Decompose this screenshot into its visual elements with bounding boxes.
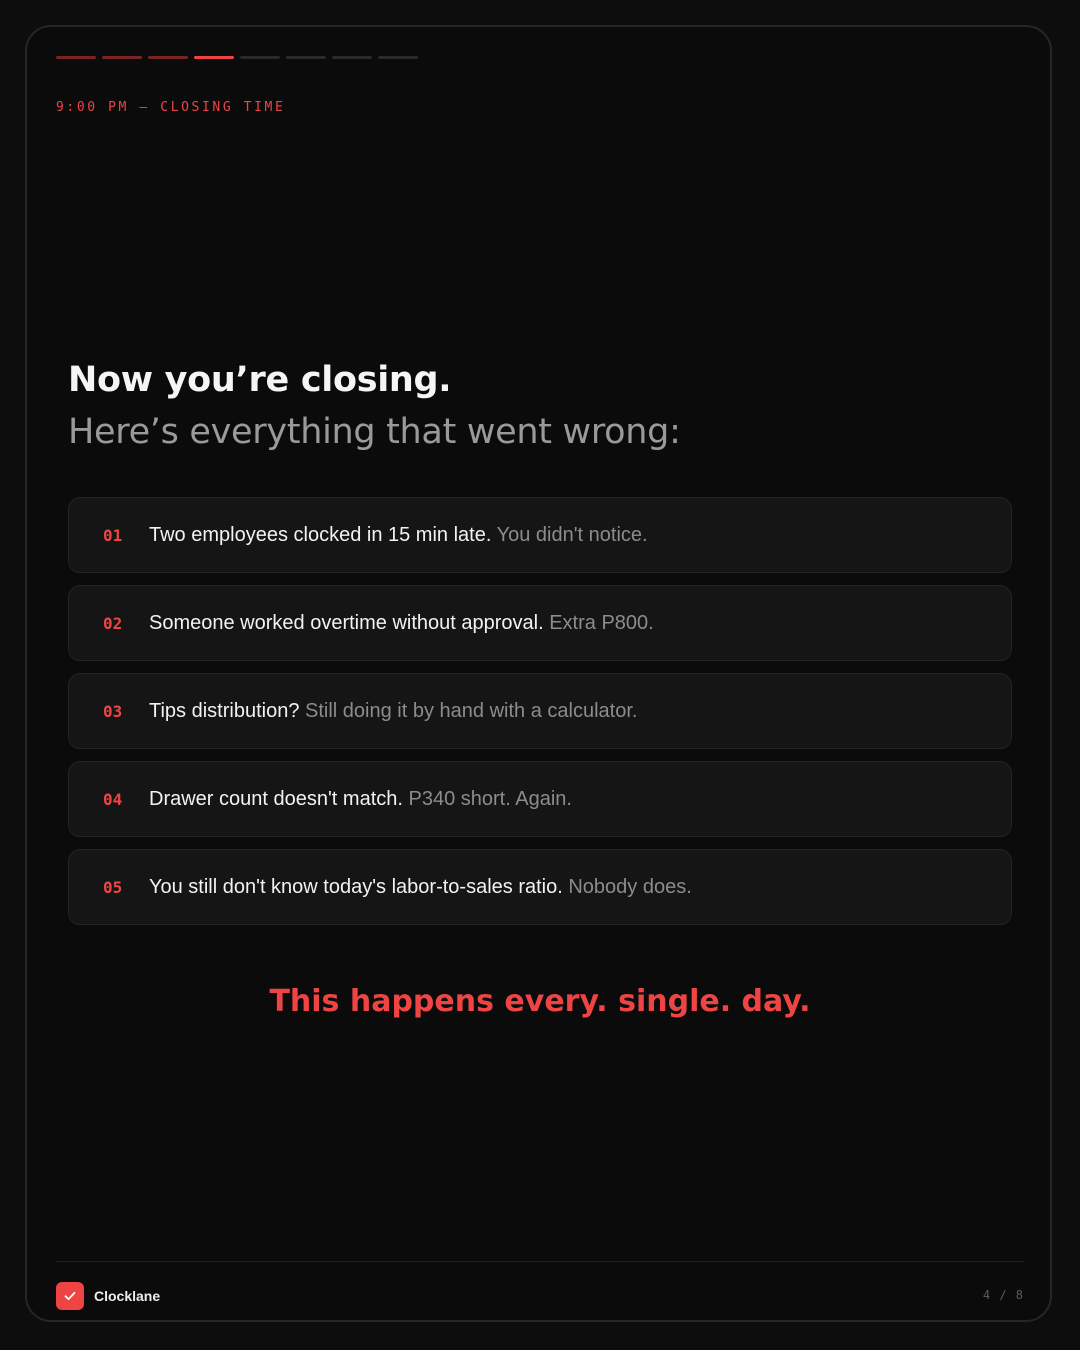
item-number: 03 bbox=[103, 701, 123, 721]
item-main-text: Drawer count doesn't match. bbox=[149, 787, 403, 810]
problem-list bbox=[68, 497, 1012, 925]
item-text bbox=[149, 612, 654, 635]
item-main-text: Tips distribution? bbox=[149, 699, 300, 722]
item-main-text: Two employees clocked in 15 min late. bbox=[149, 523, 492, 546]
progress-segment-current bbox=[194, 56, 234, 59]
eyebrow-label: 9:00 PM — CLOSING TIME bbox=[56, 100, 286, 115]
item-muted-text: You didn't notice. bbox=[496, 523, 648, 546]
progress-segment bbox=[332, 56, 372, 59]
progress-segment bbox=[240, 56, 280, 59]
item-muted-text: Extra P800. bbox=[549, 611, 654, 634]
item-main-text: Someone worked overtime without approval. bbox=[149, 611, 544, 634]
progress-segment bbox=[56, 56, 96, 59]
progress-segment bbox=[148, 56, 188, 59]
tagline: This happens every. single. day. bbox=[269, 984, 811, 1019]
list-item bbox=[68, 761, 1012, 837]
item-text bbox=[149, 700, 637, 723]
page-indicator: 4 / 8 bbox=[982, 1288, 1024, 1302]
list-item bbox=[68, 585, 1012, 661]
item-number: 04 bbox=[103, 789, 123, 809]
progress-segment bbox=[286, 56, 326, 59]
item-number: 02 bbox=[103, 613, 123, 633]
item-number: 01 bbox=[103, 525, 123, 545]
item-number: 05 bbox=[103, 877, 123, 897]
item-main-text: You still don't know today's labor-to-sales ratio. bbox=[149, 875, 563, 898]
progress-indicator bbox=[56, 56, 418, 59]
brand-name: Clocklane bbox=[94, 1288, 161, 1304]
progress-segment bbox=[102, 56, 142, 59]
headline: Now you’re closing. bbox=[68, 360, 452, 400]
item-text bbox=[149, 524, 648, 547]
footer-divider bbox=[56, 1261, 1024, 1262]
item-muted-text: Nobody does. bbox=[568, 875, 692, 898]
item-muted-text: Still doing it by hand with a calculator. bbox=[305, 699, 638, 722]
list-item bbox=[68, 497, 1012, 573]
subheadline: Here’s everything that went wrong: bbox=[68, 412, 681, 452]
list-item bbox=[68, 673, 1012, 749]
item-muted-text: P340 short. Again. bbox=[408, 787, 572, 810]
brand bbox=[56, 1282, 160, 1310]
item-text bbox=[149, 876, 692, 899]
item-text bbox=[149, 788, 572, 811]
list-item bbox=[68, 849, 1012, 925]
progress-segment bbox=[378, 56, 418, 59]
check-icon bbox=[56, 1282, 84, 1310]
